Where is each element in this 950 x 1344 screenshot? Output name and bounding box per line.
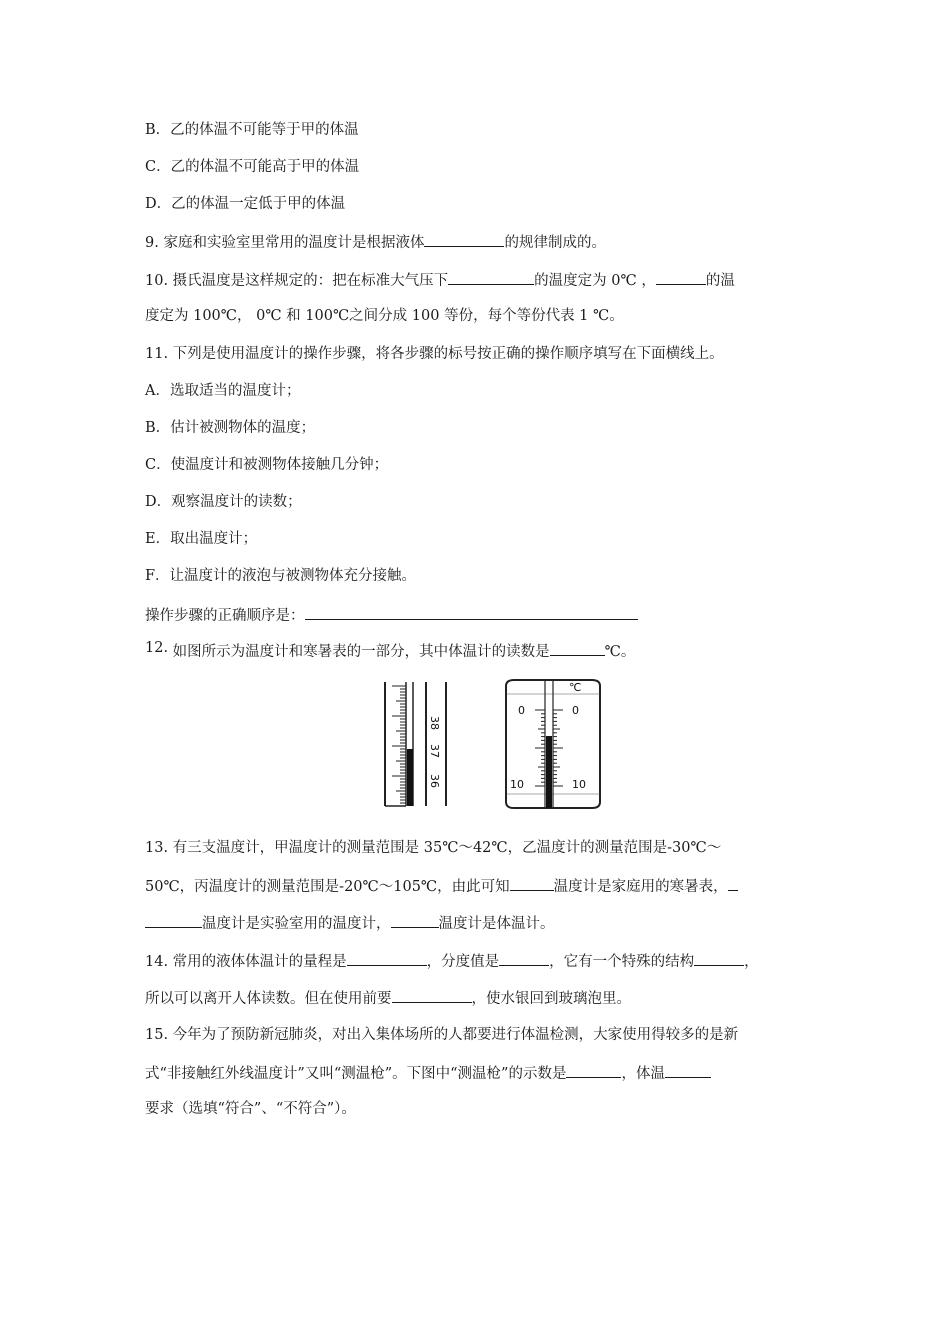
q14-text: 14. 常用的液体体温计的量程是: [145, 954, 347, 970]
fig2-label-left-10: 10: [510, 778, 524, 791]
q9-blank[interactable]: [424, 231, 504, 247]
q8-option-c: C．乙的体温不可能高于甲的体温: [145, 159, 360, 175]
q14-text-c: ，它有一个特殊的结构: [549, 954, 695, 970]
q13-text-end: 温度计是体温计。: [438, 916, 555, 932]
q12-text: 如图所示为温度计和寒暑表的一部分，其中体温计的读数是: [172, 644, 550, 660]
q10-blank-2[interactable]: [656, 269, 706, 285]
q11-stem: 11. 下列是使用温度计的操作步骤，将各步骤的标号按正确的操作顺序填写在下面横线上。: [145, 346, 724, 362]
q14-blank-2[interactable]: [499, 950, 549, 966]
q14-text-d: ，: [744, 954, 759, 970]
fig2-unit: ℃: [569, 681, 582, 694]
q15-blank-2[interactable]: [665, 1062, 711, 1078]
q15-line2: [145, 1062, 711, 1084]
q13-line2: [145, 875, 738, 897]
q13-text-mid2: 温度计是实验室用的温度计，: [202, 916, 391, 932]
q13-line1: 13. 有三支温度计，甲温度计的测量范围是 35℃～42℃，乙温度计的测量范围是-30℃～: [145, 840, 722, 856]
q10-text-mid: 的温度定为 0℃ ，: [534, 273, 656, 289]
fig2-label-right-0: 0: [572, 704, 579, 717]
q14-line2: [145, 987, 631, 1009]
q15-line1: 15. 今年为了预防新冠肺炎，对出入集体场所的人都要进行体温检测，大家使用得较多的是新: [145, 1027, 739, 1043]
q10-text-end: 的温: [705, 273, 735, 289]
q15-line3: 要求（选填“符合”、“不符合”）。: [145, 1101, 356, 1117]
q14-blank-4[interactable]: [392, 987, 472, 1003]
q14-text-b: ，分度值是: [426, 954, 500, 970]
q9: [145, 231, 606, 253]
q11-option-e: E．取出温度计；: [145, 531, 258, 547]
q14-text-2: 所以可以离开人体读数。但在使用前要: [145, 991, 392, 1007]
q10-text: 10. 摄氏温度是这样规定的：把在标准大气压下: [145, 273, 449, 289]
q10-line1: [145, 269, 735, 291]
q12: [145, 640, 635, 662]
q12-blank[interactable]: [550, 640, 605, 656]
q14-text-2b: ，使水银回到玻璃泡里。: [471, 991, 631, 1007]
q9-text: 9. 家庭和实验室里常用的温度计是根据液体: [145, 235, 425, 251]
q11-answer: [145, 604, 638, 626]
q13-blank-2[interactable]: [145, 912, 202, 928]
q11-option-f: F．让温度计的液泡与被测物体充分接触。: [145, 568, 417, 584]
fig2-label-right-10: 10: [572, 778, 586, 791]
q13-line3: [145, 912, 555, 934]
q11-answer-label: 操作步骤的正确顺序是：: [145, 608, 305, 624]
q9-text-end: 的规律制成的。: [504, 235, 606, 251]
q14-line1: [145, 950, 759, 972]
fig1-label-36: 36: [428, 774, 441, 788]
q13-text: 50℃，丙温度计的测量范围是-20℃～105℃，由此可知: [145, 879, 510, 895]
q11-option-b: B．估计被测物体的温度；: [145, 420, 316, 436]
q8-option-b: B．乙的体温不可能等于甲的体温: [145, 122, 359, 138]
q13-blank-1[interactable]: [510, 875, 554, 891]
q15-text-b: ，体温: [621, 1066, 665, 1082]
q13-blank-3[interactable]: [391, 912, 439, 928]
q10-blank-1[interactable]: [448, 269, 534, 285]
mercury-column: [407, 749, 413, 806]
q12-text-end: ℃。: [604, 644, 636, 660]
fig1-label-38: 38: [428, 716, 441, 730]
q10-line2: 度定为 100℃， 0℃ 和 100℃之间分成 100 等份，每个等份代表 1 ℃。: [145, 308, 624, 324]
wall-thermometer-figure: [500, 676, 606, 811]
q11-option-c: C．使温度计和被测物体接触几分钟；: [145, 457, 389, 473]
q12-number: 12.: [145, 640, 169, 656]
q15-text: 式“非接触红外线温度计”又叫“测温枪”。下图中“测温枪”的示数是: [145, 1066, 567, 1082]
q14-blank-3[interactable]: [694, 950, 744, 966]
q15-blank-1[interactable]: [566, 1062, 621, 1078]
q13-text-mid: 温度计是家庭用的寒暑表，: [553, 879, 728, 895]
q11-option-d: D．观察温度计的读数；: [145, 494, 302, 510]
liquid-column: [546, 736, 552, 808]
clinical-thermometer-figure: [382, 680, 452, 810]
fig1-label-37: 37: [428, 744, 441, 758]
fig2-label-left-0: 0: [518, 704, 525, 717]
q8-option-d: D．乙的体温一定低于甲的体温: [145, 196, 346, 212]
q14-blank-1[interactable]: [347, 950, 427, 966]
q13-blank-2-start[interactable]: [728, 875, 738, 891]
q11-answer-blank[interactable]: [305, 604, 638, 620]
q11-option-a: A．选取适当的温度计；: [145, 383, 301, 399]
